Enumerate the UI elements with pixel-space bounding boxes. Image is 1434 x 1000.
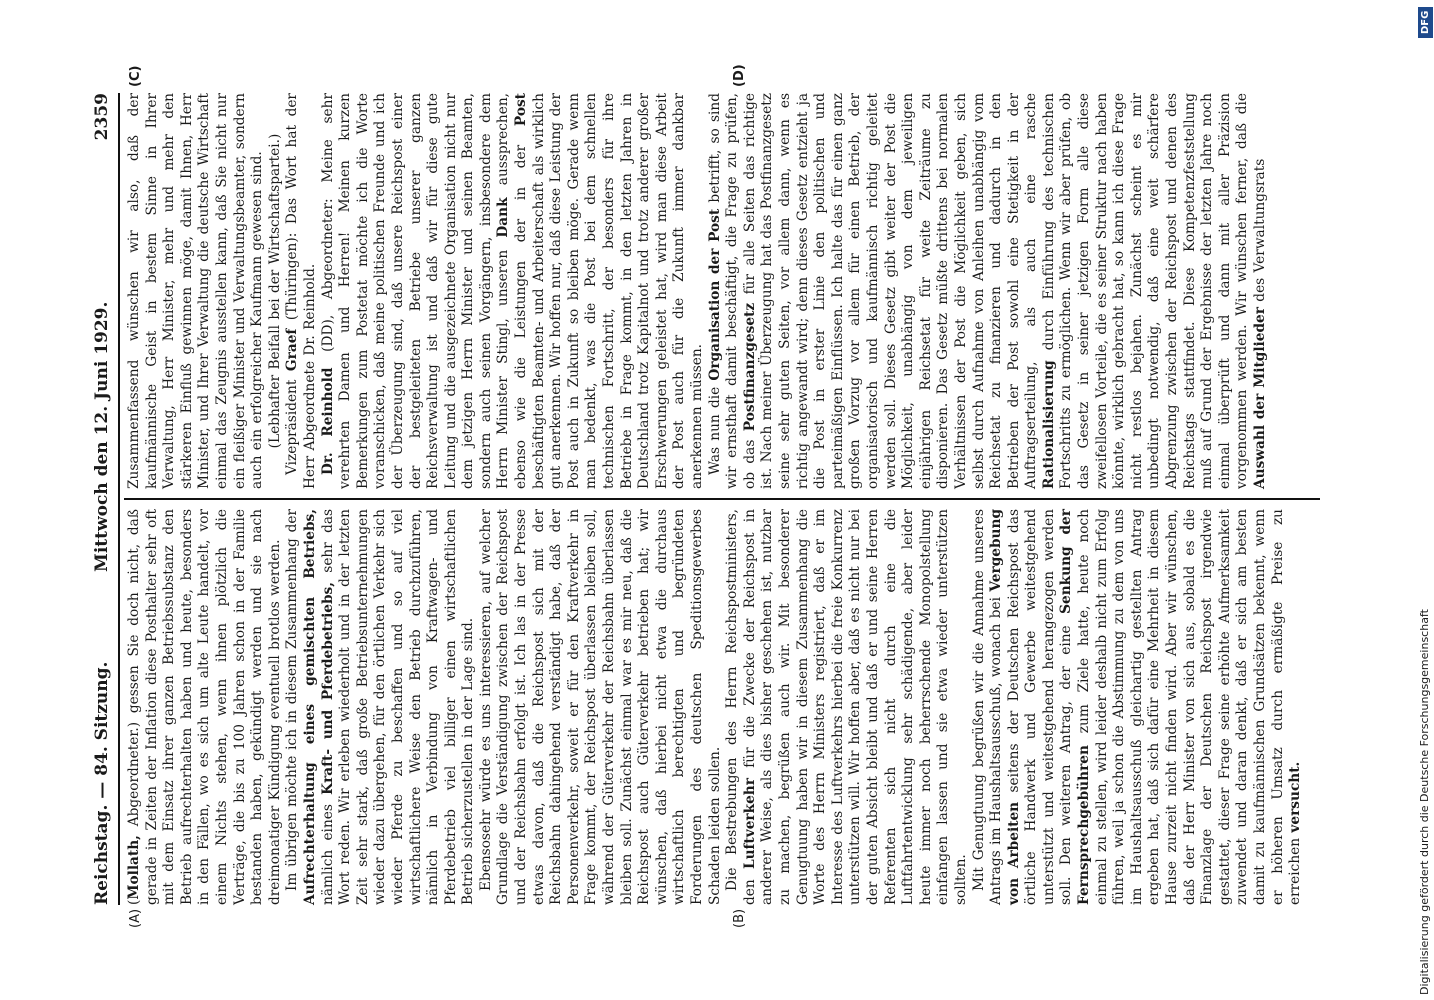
paragraph	[707, 93, 1270, 489]
header-session: Reichstag. — 84. Sitzung.	[92, 661, 112, 905]
paragraph	[971, 509, 1305, 905]
applause-note: (Lebhafter Beifall bei der Wirtschaftspartei.)	[266, 133, 283, 449]
paragraph-text: durch Einführung des technischen Fortschritts zu ermöglichen. Wenn wir aber prüfen, ob das Gesetz in seiner jetzigen Form alle diese zweifellosen Vorteile, die es seiner Struktur nach haben könnte, wirklich gebracht hat, so kann ich diese Frage nicht restlos bejahen. Zunächst scheint es mir unbedingt notwendig, daß eine weit schärfere Abgrenzung zwischen der Reichspost und denen des Reichstags stattfindet. Diese Kompetenzfeststellung muß auf Grund der Ergebnisse der letzten Jahre noch einmal überprüft und dann mit aller Präzision vorgenommen werden. Wir wünschen ferner, daß die	[1040, 92, 1251, 489]
right-column	[126, 93, 1270, 489]
speaker-prefix: Dr.	[319, 452, 336, 475]
margin-marker-d: (D)	[732, 64, 747, 87]
speaker-name: Mollath,	[126, 835, 142, 900]
margin-marker-a: (A)	[128, 908, 143, 928]
header-date: Mittwoch den 12. Juni 1929.	[92, 301, 112, 572]
paragraph-text: Mit Genugtuung begrüßen wir die Annahme unseres Antrags im Haushaltsausschuß, wonach bei	[970, 509, 1005, 905]
emphasis: Aufrechterhaltung eines gemischten Betriebs,	[301, 509, 318, 905]
paragraph	[284, 93, 319, 489]
emphasis: Kraft- und Pferdebetriebs,	[319, 581, 336, 795]
emphasis: Organisation der Post	[706, 208, 723, 381]
paragraph-text: aussprechen, ebenso wie die Leistungen der in der	[495, 93, 530, 489]
paragraph-text: gessen Sie doch nicht, daß gerade in Zeiten der Inflation diese Posthalter sehr oft mit dem Einsatz ihrer ganzen Betriebssubstanz den Betrieb aufrechterhalten haben und heute, besonders in den Fällen, wo es sich um alte Leute handelt, vor einem Nichts stehen, wenn ihnen plötzlich die Verträge, die bis zu 100 Jahren schon in der Familie bestanden haben, gekündigt werden und sie nach dreimonatiger Kündigung eventuell brotlos werden.	[126, 509, 283, 905]
paragraph-text: des Verwaltungsrats	[1252, 158, 1268, 302]
header-rule	[118, 93, 120, 905]
paragraph-text: Was nun die	[706, 386, 723, 475]
margin-marker-b: (B)	[732, 908, 747, 928]
page-header	[92, 93, 116, 905]
page-number: 2359	[92, 93, 112, 141]
speaker-role: Abgeordneter.)	[126, 721, 142, 827]
left-column	[126, 509, 1305, 905]
paragraph-text: (DD), Abgeordneter: Meine sehr verehrten Damen und Herren! Meinen kurzen Bemerkungen zum Postetat möchte ich die Worte voranschicken, daß meine politischen Freunde und ich der Überzeugung sind, daß unsere Reichspost einer der bestgeleiteten Betriebe unserer ganzen Reichsverwaltung ist und daß wir für diese gute Leitung und die ausgezeichnete Organisation nicht nur dem jetzigen Herrn Minister und seinen Beamten, sondern auch seinen Vorgängern, insbesondere dem Herrn Minister Stingl, unseren	[319, 93, 512, 489]
paragraph-text: beschäftigten Beamten- und Arbeiterschaft als wirklich gut anerkennen. Wir hoffen nur, daß diese Leistung der Post auch in Zukunft so bleiben möge. Gerade wenn man bedenkt, was die Post bei dem schnellen technischen Fortschritt, der besonders für ihre Betriebe in Frage kommt, in den letzten Jahren in Deutschland trotz Kapitalnot und trotz anderer großer Erschwerungen geleistet hat, wird man diese Arbeit der Post auch für die Zukunft immer dankbar anerkennen müssen.	[530, 93, 705, 489]
paragraph-text: (Thüringen): Das Wort hat der Herr Abgeordnete Dr. Reinhold.	[284, 93, 318, 489]
paragraph-text: Vizepräsident	[284, 379, 301, 475]
paragraph-text: betrifft, so sind wir ernsthaft damit beschäftigt, die Frage zu prüfen, ob das	[706, 93, 758, 489]
paragraph-text: nämlich eines	[319, 804, 336, 905]
paragraph: (Mollath, Abgeordneter.) gessen Sie doch nicht, daß gerade in Zeiten der Inflation diese Posthalter sehr oft mit dem Einsatz ihrer ganzen Betriebssubstanz den Betrieb aufrechterhalten haben und heute, besonders in den Fällen, wo es sich um alte Leute handelt, vor einem Nichts stehen, wenn ihnen plötzlich die Verträge, die bis zu 100 Jahren schon in der Familie bestanden haben, gekündigt werden und sie nach dreimonatiger Kündigung eventuell brotlos werden.	[126, 509, 283, 905]
paragraph	[724, 509, 970, 905]
paragraph-text: seitens der Deutschen Reichspost das örtliche Handwerk und Gewerbe weitestgehend unterstützt und weitestgehend herangezogen werden soll. Den weiteren Antrag, der eine	[1005, 508, 1075, 905]
paragraph-text: Zusammenfassend wünschen wir also, daß der kaufmännische Geist in bestem Sinne in Ihrer Verwaltung, Herr Minister, mehr und mehr den stärkeren Einfluß gewinnen möge, damit Ihnen, Herr Minister, und Ihrer Verwaltung die deutsche Wirtschaft einmal das Zeugnis ausstellen kann, daß Sie nicht nur ein fleißiger Minister und Verwaltungsbeamter, sondern auch ein erfolgreicher Kaufmann gewesen sind.	[126, 93, 266, 489]
emphasis: versucht.	[1287, 761, 1304, 833]
emphasis: Postfinanzgesetz	[741, 302, 758, 432]
column-divider	[124, 499, 1320, 501]
emphasis: Post	[513, 93, 530, 127]
paragraph-text: für die Zwecke der Reichspost in anderer Weise, als dies bisher geschehen ist, nutzbar zu machen, begrüßen auch wir. Mit besonderer Genugtuung haben wir in diesem Zusammenhang die Worte des Herrn Ministers registriert, daß er im Interesse des Luftverkehrs hierbei die freie Konkurrenz unterstützen will. Wir hoffen aber, daß es nicht nur bei der guten Absicht bleibt und daß er und seine Herren Referenten sich nicht durch eine die Luftfahrtentwicklung sehr schädigende, aber leider heute immer noch beherrschende Monopolstellung einfangen lassen und sie etwa wieder unterstützen sollten.	[741, 509, 969, 905]
digitization-text: Digitalisierung gefördert durch die Deutsche Forschungsgemeinschaft	[1418, 609, 1431, 995]
paragraph-text: Ebensosehr würde es uns interessieren, auf welcher Grundlage die Verständigung zwischen der Reichspost und der Reichsbahn erfolgt ist. Ich las in der Presse etwas davon, daß die Reichspost sich mit der Reichsbahn dahingehend verständigt habe, daß der Personenverkehr, soweit er für den Kraftverkehr in Frage kommt, der Reichspost überlassen bleiben soll, während der Güterverkehr der Reichsbahn überlassen bleiben soll. Zunächst einmal war es mir neu, daß die Reichspost auch Güterverkehr betrieben hat; wir wünschen, daß hierbei nicht etwa die durchaus wirtschaftlich berechtigten und begründeten Forderungen des deutschen Speditionsgewerbes Schaden leiden sollen.	[477, 509, 723, 905]
paragraph-text: Im übrigen möchte ich in diesem Zusammenhang der	[284, 509, 301, 891]
emphasis: Senkung der Fernsprechgebühren	[1058, 509, 1093, 905]
emphasis: Auswahl der Mitglieder	[1252, 307, 1268, 489]
paragraph	[478, 509, 724, 905]
emphasis: Dank	[495, 197, 512, 238]
paragraph-text: sehr das Wort reden. Wir erleben wiederholt und in der letzten Zeit sehr stark, daß große Betriebsunternehmungen wieder dazu übergehen, für den örtlichen Verkehr sich wieder Pferde zu beschaffen und so auf viel wirtschaftlichere Weise den Betrieb durchzuführen, nämlich in Verbindung von Kraftwagen- und Pferdebetrieb viel billiger einen wirtschaftlichen Betrieb sicherzustellen in der Lage sind.	[319, 508, 477, 905]
paragraph	[126, 93, 267, 489]
paragraph	[320, 93, 707, 489]
paragraph-text: Die Bestrebungen des Herrn Reichspostministers, den	[724, 509, 758, 905]
dfg-logo-text: DFG	[1420, 10, 1431, 34]
speaker-name: Reinhold	[319, 367, 336, 437]
margin-marker-c: (C)	[128, 65, 143, 87]
emphasis: Rationalisierung	[1040, 360, 1057, 489]
emphasis: Luftverkehr	[741, 778, 758, 870]
paragraph	[284, 509, 478, 905]
paragraph-text: für alle Seiten das richtige ist. Nach meiner Überzeugung hat das Postfinanzgesetz seine sehr guten Seiten, vor allem dann, wenn es richtig angewandt wird; denn dieses Gesetz entzieht ja die Post in erster Linie den politischen und parteimäßigen Einflüssen. Ich halte das für einen ganz großen Vorzug vor allem für einen Betrieb, der organisatorisch und kaufmännisch richtig geleitet werden soll. Dieses Gesetz gibt weiter der Post die Möglichkeit, unabhängig von dem jeweiligen einjährigen Reichsetat für weite Zeiträume zu disponieren. Das Gesetz müßte drittens bei normalen Verhältnissen der Post die Möglichkeit geben, sich selbst durch Aufnahme von Anleihen unabhängig vom Reichsetat zu finanzieren und dadurch in den Betrieben der Post sowohl eine Stetigkeit in der Auftragserteilung, als auch eine rasche	[741, 92, 1040, 489]
emphasis: Vergebung von Arbeiten	[988, 508, 1022, 905]
emphasis: Graef	[284, 328, 301, 372]
dfg-logo	[1418, 7, 1433, 38]
paragraph-text: zum Ziele hatte, heute noch einmal zu stellen, wird leider deshalb nicht zum Erfolg führen, weil ja schon die Abstimmung zu dem von uns im Haushaltsausschuß gleichartig gestellten Antrag ergeben hat, daß sich dafür eine Mehrheit in diesem Hause zurzeit nicht finden wird. Aber wir wünschen, daß der Herr Minister von sich aus, sobald es die Finanzlage der Deutschen Reichspost irgendwie gestattet, dieser Frage seine erhöhte Aufmerksamkeit zuwendet und daran denkt, daß er sich am besten damit zu kaufmännischen Grundsätzen bekennt, wenn er höheren Umsatz durch ermäßigte Preise zu erreichen	[1076, 509, 1304, 905]
digitization-note	[1418, 609, 1431, 995]
